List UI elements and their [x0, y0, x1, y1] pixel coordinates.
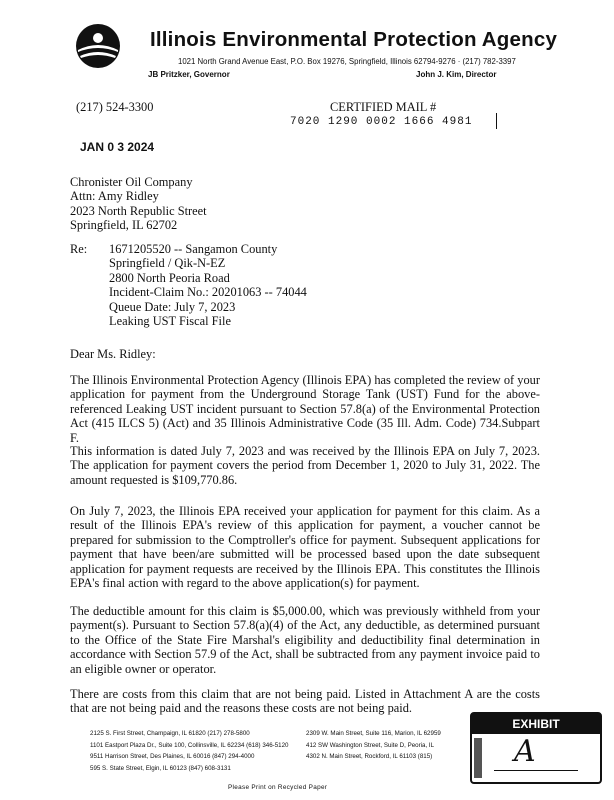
illinois-epa-logo	[74, 22, 122, 70]
agency-address: 1021 North Grand Avenue East, P.O. Box 19276, Springfield, Illinois 62794-9276 · (217) 782-3397	[178, 57, 516, 66]
director-name: John J. Kim, Director	[416, 70, 497, 79]
footer-address: 4302 N. Main Street, Rockford, IL 61103 (815)	[306, 753, 433, 761]
salutation: Dear Ms. Ridley:	[70, 347, 156, 361]
footer-address: 595 S. State Street, Elgin, IL 60123 (847) 608-3131	[90, 764, 231, 772]
re-line: Incident-Claim No.: 20201063 -- 74044	[109, 285, 307, 300]
agency-title: Illinois Environmental Protection Agency	[150, 28, 558, 51]
exhibit-side-strip	[474, 738, 482, 778]
paragraph-amount-requested: This information is dated July 7, 2023 and was received by the Illinois EPA on July 7, 2023. The application for payment covers the period from December 1, 2020 to July 31, 2022. The amount requested is $109,770.86.	[70, 444, 540, 487]
re-line: Leaking UST Fiscal File	[109, 314, 231, 329]
addressee-line: Springfield, IL 62702	[70, 218, 178, 233]
letter-date: JAN 0 3 2024	[80, 140, 155, 154]
paragraph-voucher-status: On July 7, 2023, the Illinois EPA received your application for payment for this claim. As a result of the Illinois EPA's review of this application for payment, a voucher cannot be prepared for submission to the Comptroller's office for payment. Subsequent applications for payment that have been/are submitted will be processed based upon the date subsequent application for payment requests are received by the Illinois EPA. This constitutes the Illinois EPA's final action with regard to the above application(s) for payment.	[70, 504, 540, 591]
footer-address: 2309 W. Main Street, Suite 116, Marion, IL 62959	[306, 730, 441, 737]
addressee-line: 2023 North Republic Street	[70, 203, 207, 218]
re-line: Springfield / Qik-N-EZ	[109, 256, 226, 271]
footer-address: 2125 S. First Street, Champaign, IL 61820 (217) 278-5800	[90, 730, 250, 737]
recycled-paper-note: Please Print on Recycled Paper	[228, 784, 328, 791]
addressee-line: Attn: Amy Ridley	[70, 189, 159, 204]
certified-mail-number: 7020 1290 0002 1666 4981	[290, 116, 473, 128]
addressee-line: Chronister Oil Company	[70, 175, 193, 189]
footer-address: 1101 Eastport Plaza Dr., Suite 100, Collinsville, IL 62234 (618) 346-5120	[90, 741, 289, 749]
exhibit-letter: A	[514, 734, 536, 769]
certified-mail-divider	[496, 113, 497, 129]
certified-mail-label: CERTIFIED MAIL #	[330, 100, 437, 114]
paragraph-unpaid-costs: There are costs from this claim that are not being paid. Listed in Attachment A are the costs that are not being paid and the reasons these costs are not being paid.	[70, 687, 540, 716]
footer-offices-left	[90, 728, 288, 774]
footer-offices-right	[306, 728, 441, 763]
agency-phone: (217) 524-3300	[76, 100, 154, 114]
exhibit-label: EXHIBIT	[472, 714, 600, 734]
exhibit-underline	[494, 770, 578, 771]
re-label: Re:	[70, 242, 88, 256]
re-line: 2800 North Peoria Road	[109, 270, 230, 285]
re-line: Queue Date: July 7, 2023	[109, 299, 236, 314]
footer-address: 9511 Harrison Street, Des Plaines, IL 60016 (847) 294-4000	[90, 753, 255, 761]
governor-name: JB Pritzker, Governor	[148, 70, 230, 79]
exhibit-sticker	[470, 712, 602, 784]
paragraph-deductible: The deductible amount for this claim is $5,000.00, which was previously withheld from your payment(s). Pursuant to Section 57.8(a)(4) of the Act, any deductible, as determined pursuant to the Office of the State Fire Marshal's eligibility and deductibility final determination in accordance with Section 57.9 of the Act, shall be subtracted from any payment invoice paid to an eligible owner or operator.	[70, 604, 540, 676]
re-line: 1671205520 -- Sangamon County	[109, 242, 278, 256]
paragraph-review-completed: The Illinois Environmental Protection Agency (Illinois EPA) has completed the review of your application for payment from the Underground Storage Tank (UST) Fund for the above-referenced Leaking UST incident pursuant to Section 57.8(a) of the Environmental Protection Act (415 ILCS 5) (Act) and 35 Illinois Administrative Code (35 Ill. Adm. Code) 734.Subpart F.	[70, 373, 540, 445]
footer-address: 412 SW Washington Street, Suite D, Peoria, IL	[306, 741, 435, 749]
re-block	[109, 242, 307, 328]
addressee-block	[70, 175, 207, 233]
